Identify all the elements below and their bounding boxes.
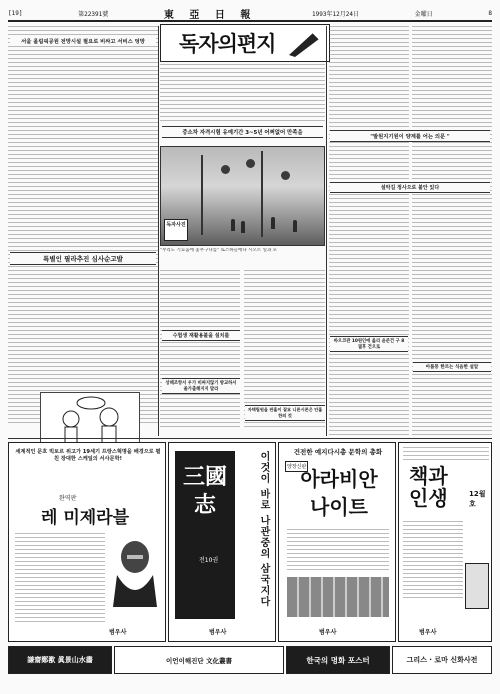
right-headline-1: "발원지기원이 양계를 어는 의문 ": [330, 130, 490, 142]
left-mid-headline: 특별인 필라추진 심사순고발: [10, 252, 156, 265]
right-headline-2: 바으코관 10원인에 옳리 윤준건 구 8궐후 건으로: [330, 336, 408, 352]
arabian-tagline: 건전한 예지다시총 문학의 총화: [293, 448, 383, 456]
right-col-a: [329, 26, 409, 436]
ad-les-miserables: [8, 442, 166, 642]
arabian-title: 아라비안 나이트: [300, 467, 378, 519]
right-headline-3: 설악길 정사으로 불안 있다: [330, 182, 490, 193]
samguk-volumes: 전10권: [199, 557, 219, 564]
center-headline-2: 수험생 재활용불을 설치를: [162, 330, 240, 341]
center-headline-1: 중소차 자격시험 유예기간 3~5년 어쩌없어 만족을: [162, 126, 323, 138]
ad-arabian-nights: [278, 442, 396, 642]
arabian-publisher: 범우사: [319, 629, 337, 636]
samguk-title: 三國志: [182, 464, 227, 518]
photo-tag: 독자사진: [164, 219, 188, 241]
book-life-title: 책과 인생: [409, 464, 448, 510]
les-mis-tagline: 세계적인 문호 빅토르 위고가 19세기 프랑스혁명을 배경으로 펼친 장대한 스케일의 서사문학!: [15, 449, 161, 462]
les-mis-edition: 완역판: [59, 495, 77, 502]
issue-number: 第22391號: [78, 10, 109, 18]
ad-korean-painting-poster: 한국의 명화 포스터: [286, 646, 390, 674]
left-column: [8, 26, 158, 426]
center-intro-text: [160, 64, 325, 124]
les-mis-publisher: 범우사: [109, 629, 127, 636]
left-top-headline: 서울 올림픽공원 전망시설 필요로 비싸고 서비스 엉망: [10, 36, 156, 46]
ad-samgukji: [168, 442, 276, 642]
center-bottom-headline: 자택립원을 판흘이 잘묘 니폰시폰은 안흘한의 것: [245, 405, 325, 421]
samguk-vertical-text: 이것이 바로 나관중의 삼국지다: [258, 451, 269, 608]
samguk-publisher: 범우사: [209, 629, 227, 636]
les-mis-title: 레 미제라블: [41, 508, 130, 528]
ad-culture-series: 이언이해진단 文化叢書: [114, 646, 284, 674]
ad-jinkyeong-sansu: 謙齋鄭歚 眞景山水畵: [8, 646, 112, 674]
section-number: 8: [488, 9, 492, 17]
right-bottom-headline: 아롭풍 한르는 식음한 설알: [413, 362, 491, 372]
banner-title: 독자의편지: [179, 31, 276, 56]
ad-greek-myth-dictionary: 그리스 · 로마 신화사전: [392, 646, 492, 674]
book-life-publisher: 범우사: [419, 629, 437, 636]
photo-caption: "무리도 기료움에 꽃무구나를" 토스하들에다 시오르 일과 모: [160, 248, 278, 253]
right-col-b: [412, 26, 492, 436]
center-col-a: [160, 270, 240, 430]
reader-photo: [160, 146, 325, 246]
page-number: [19]: [8, 9, 23, 17]
ad-book-life: [398, 442, 492, 642]
author-portrait-icon: [109, 535, 161, 607]
center-headline-3: 상해조항서 우가 비싸지않기 방교하서 졸가출해지지 말라: [162, 378, 240, 394]
arabian-series: 양장신판: [285, 461, 308, 472]
masthead: 東 亞 日 報: [163, 9, 257, 21]
weekday: 金曜日: [414, 10, 433, 18]
fountain-pen-icon: [287, 31, 321, 57]
book-life-issue: 12월호: [469, 490, 486, 508]
page-header: [8, 6, 492, 22]
issue-date: 1993年12月24日: [312, 10, 359, 18]
letters-banner: [160, 24, 330, 62]
